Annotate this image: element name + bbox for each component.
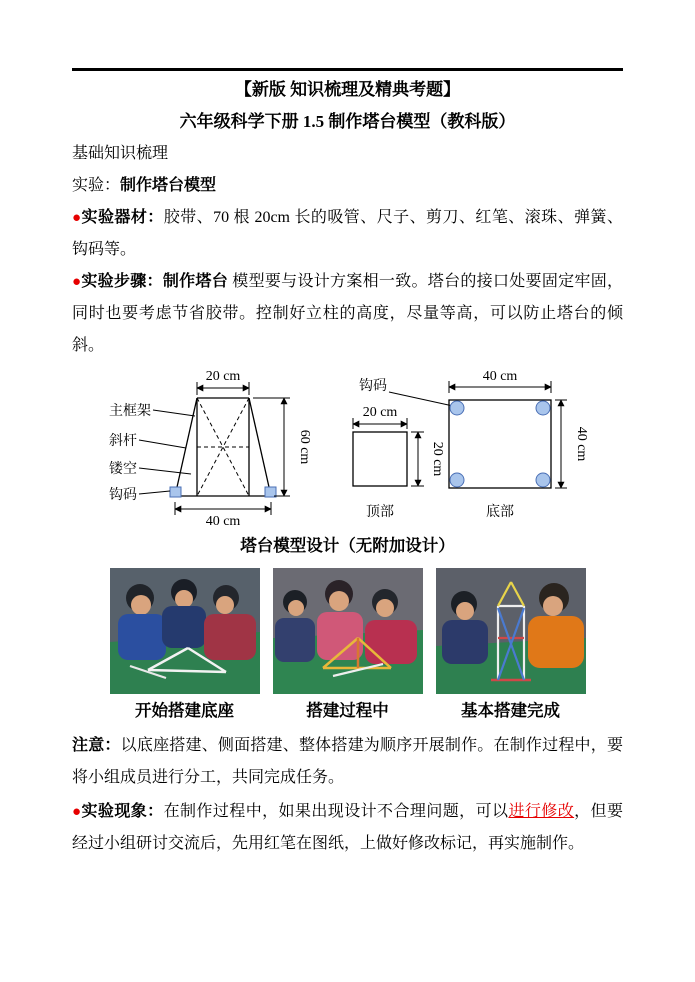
front-top-dim-label: 20 cm — [205, 369, 240, 384]
label-diagonal-rod: 斜杆 — [108, 434, 137, 449]
section-heading-text: 基础知识梳理 — [72, 145, 169, 162]
doc-title: 【新版 知识梳理及精典考题】 — [234, 80, 461, 99]
tower-design-diagrams — [72, 368, 623, 528]
hook-weight-corner — [536, 473, 550, 487]
label-hook-weight-plan: 钩码 — [358, 379, 387, 394]
top-view-label: 顶部 — [365, 505, 394, 520]
photo-building-base — [110, 568, 260, 694]
hook-weight-corner — [450, 401, 464, 415]
top-rule-divider — [72, 68, 623, 71]
photo-building-progress — [273, 568, 423, 694]
hook-weight-corner — [536, 401, 550, 415]
tower-frame-shape — [175, 398, 271, 496]
materials-text: 胶带、70 根 20cm 长的吸管、尺子、剪刀、红笔、滚珠、弹簧、钩码等。 — [72, 209, 623, 258]
front-height-dim-label: 60 cm — [296, 429, 312, 465]
photo-captions — [72, 696, 623, 726]
bottom-view-label: 底部 — [485, 505, 514, 520]
tower-top-bottom-view-diagram — [345, 368, 589, 522]
section-heading — [72, 138, 623, 170]
hook-weight-corner — [450, 473, 464, 487]
materials-paragraph — [72, 202, 623, 266]
note-paragraph — [72, 730, 623, 794]
label-hook-weight: 钩码 — [108, 488, 137, 503]
bottom-view-side-dim: 40 cm — [573, 426, 589, 462]
doc-subtitle: 六年级科学下册 1.5 制作塔台模型（教科版） — [179, 112, 516, 131]
photo-caption-1: 开始搭建底座 — [135, 701, 234, 720]
red-bullet-icon: ● — [72, 804, 82, 820]
phenomenon-highlight: 进行修改 — [508, 803, 575, 820]
steps-paragraph — [72, 266, 623, 362]
steps-label: 实验步骤： — [81, 273, 163, 290]
design-caption: 塔台模型设计（无附加设计） — [240, 536, 455, 555]
red-bullet-icon: ● — [72, 274, 82, 290]
bottom-view-outline — [449, 400, 551, 488]
photo-row — [72, 568, 623, 694]
steps-text: 模型要与设计方案相一致。塔台的接口处要固定牢固，同时也要考虑节省胶带。控制好立柱的高度，尽量等高，可以防止塔台的倾斜。 — [72, 273, 623, 354]
materials-label: 实验器材： — [81, 209, 164, 226]
experiment-line — [72, 170, 623, 202]
red-bullet-icon: ● — [72, 210, 82, 226]
tower-front-view-diagram — [107, 368, 319, 528]
label-hollow: 镂空 — [108, 462, 137, 477]
phenomenon-paragraph — [72, 796, 623, 860]
label-main-frame: 主框架 — [108, 404, 151, 419]
hook-weight-left — [170, 487, 181, 497]
bottom-view-width-dim: 40 cm — [482, 369, 517, 384]
phenomenon-label: 实验现象： — [81, 803, 164, 820]
top-view-outline — [353, 432, 407, 486]
note-text: 以底座搭建、侧面搭建、整体搭建为顺序开展制作。在制作过程中，要将小组成员进行分工，共同完成任务。 — [72, 737, 623, 786]
steps-bold-intro: 制作塔台 — [162, 273, 228, 290]
front-bottom-dim-label: 40 cm — [205, 514, 240, 528]
note-label: 注意： — [72, 737, 121, 754]
photo-building-complete — [436, 568, 586, 694]
top-view-side-dim: 20 cm — [429, 441, 445, 477]
photo-caption-2: 搭建过程中 — [306, 701, 389, 720]
top-view-width-dim: 20 cm — [362, 405, 397, 420]
experiment-value: 制作塔台模型 — [120, 177, 217, 194]
photo-caption-3: 基本搭建完成 — [461, 701, 560, 720]
phenomenon-text-after: ，但要经过小组研讨交流后，先用红笔在图纸，上做好修改标记，再实施制作。 — [72, 803, 623, 852]
experiment-label: 实验： — [72, 177, 121, 194]
phenomenon-text-before: 在制作过程中，如果出现设计不合理问题，可以 — [163, 803, 509, 820]
